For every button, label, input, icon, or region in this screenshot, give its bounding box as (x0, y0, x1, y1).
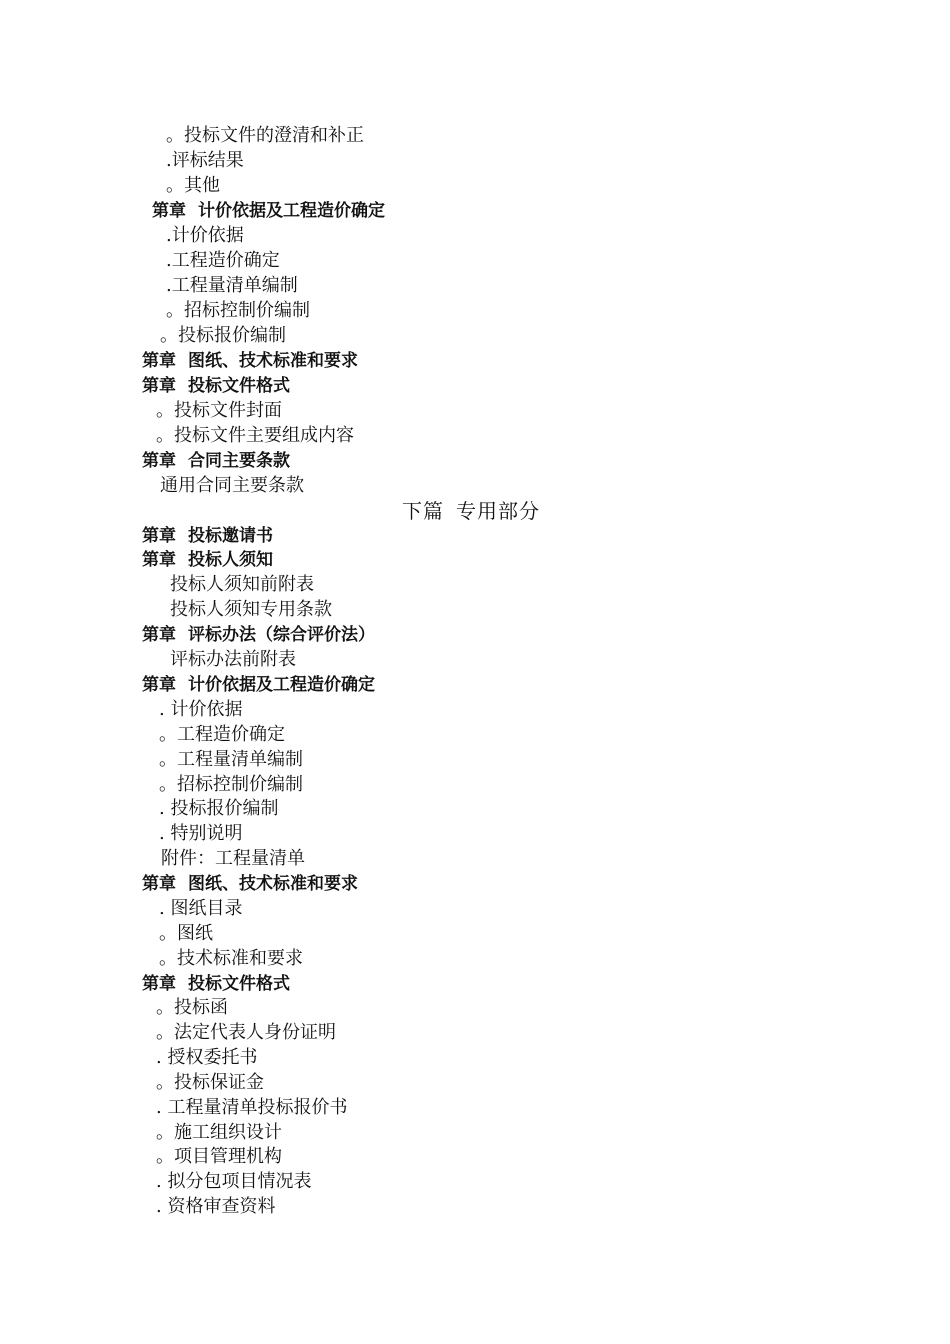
toc-entry: 。图纸 (159, 923, 213, 944)
toc-entry: .工程造价确定 (166, 250, 280, 271)
chapter-prefix: 第章 (142, 376, 176, 396)
toc-chapter-heading (142, 624, 375, 646)
chapter-prefix: 第章 (142, 974, 176, 994)
toc-entry: .计价依据 (166, 225, 244, 246)
chapter-title: 评标办法（综合评价法） (188, 625, 375, 645)
toc-chapter-heading (142, 549, 273, 571)
toc-entry: 投标人须知前附表 (170, 574, 314, 595)
toc-entry: . 计价依据 (159, 699, 243, 720)
toc-chapter-heading (152, 200, 385, 222)
toc-chapter-heading (142, 525, 273, 547)
toc-entry: . 拟分包项目情况表 (156, 1171, 312, 1192)
chapter-prefix: 第章 (142, 675, 176, 695)
toc-entry: 。投标报价编制 (160, 325, 286, 346)
toc-entry: 。投标文件主要组成内容 (156, 425, 354, 446)
toc-entry: 。投标文件封面 (156, 400, 282, 421)
chapter-title: 投标文件格式 (188, 376, 290, 396)
toc-entry: . 图纸目录 (159, 898, 243, 919)
toc-entry: . 工程量清单投标报价书 (156, 1097, 348, 1118)
toc-entry: 。施工组织设计 (156, 1122, 282, 1143)
toc-chapter-heading (142, 674, 375, 696)
toc-entry: 。工程量清单编制 (159, 749, 303, 770)
toc-entry: . 授权委托书 (156, 1047, 258, 1068)
part-title (402, 498, 540, 524)
chapter-title: 投标文件格式 (188, 974, 290, 994)
toc-entry: 。法定代表人身份证明 (156, 1022, 336, 1043)
toc-chapter-heading (142, 375, 290, 397)
toc-entry: 评标办法前附表 (170, 649, 296, 670)
toc-entry: 投标人须知专用条款 (170, 599, 332, 620)
toc-entry: .评标结果 (166, 150, 244, 171)
toc-entry: 。招标控制价编制 (159, 774, 303, 795)
chapter-title: 计价依据及工程造价确定 (188, 675, 375, 695)
toc-entry: 。技术标准和要求 (159, 948, 303, 969)
chapter-prefix: 第章 (142, 351, 176, 371)
toc-entry: .工程量清单编制 (166, 275, 298, 296)
toc-entry: 。其他 (166, 175, 220, 196)
chapter-prefix: 第章 (142, 451, 176, 471)
chapter-title: 合同主要条款 (188, 451, 290, 471)
chapter-title: 投标人须知 (188, 550, 273, 570)
toc-entry: . 特别说明 (159, 823, 243, 844)
toc-entry: 附件：工程量清单 (161, 848, 305, 869)
toc-entry: 。投标函 (156, 997, 228, 1018)
part-title-main: 下篇 (402, 499, 444, 523)
toc-entry: 。投标保证金 (156, 1072, 264, 1093)
toc-entry: . 资格审查资料 (156, 1196, 276, 1217)
toc-chapter-heading (142, 450, 290, 472)
toc-chapter-heading (142, 973, 290, 995)
chapter-prefix: 第章 (142, 550, 176, 570)
toc-entry: 。工程造价确定 (159, 724, 285, 745)
toc-entry: . 投标报价编制 (159, 798, 279, 819)
chapter-title: 投标邀请书 (188, 526, 273, 546)
toc-entry: 。招标控制价编制 (166, 300, 310, 321)
chapter-prefix: 第章 (142, 526, 176, 546)
part-title-sub: 专用部分 (456, 499, 540, 523)
toc-entry: 通用合同主要条款 (160, 475, 304, 496)
chapter-prefix: 第章 (142, 625, 176, 645)
toc-chapter-heading (142, 873, 358, 895)
toc-entry: 。项目管理机构 (156, 1146, 282, 1167)
toc-chapter-heading (142, 350, 358, 372)
chapter-prefix: 第章 (152, 201, 186, 221)
chapter-title: 图纸、技术标准和要求 (188, 351, 358, 371)
chapter-title: 计价依据及工程造价确定 (198, 201, 385, 221)
chapter-title: 图纸、技术标准和要求 (188, 874, 358, 894)
chapter-prefix: 第章 (142, 874, 176, 894)
toc-entry: 。投标文件的澄清和补正 (166, 125, 364, 146)
